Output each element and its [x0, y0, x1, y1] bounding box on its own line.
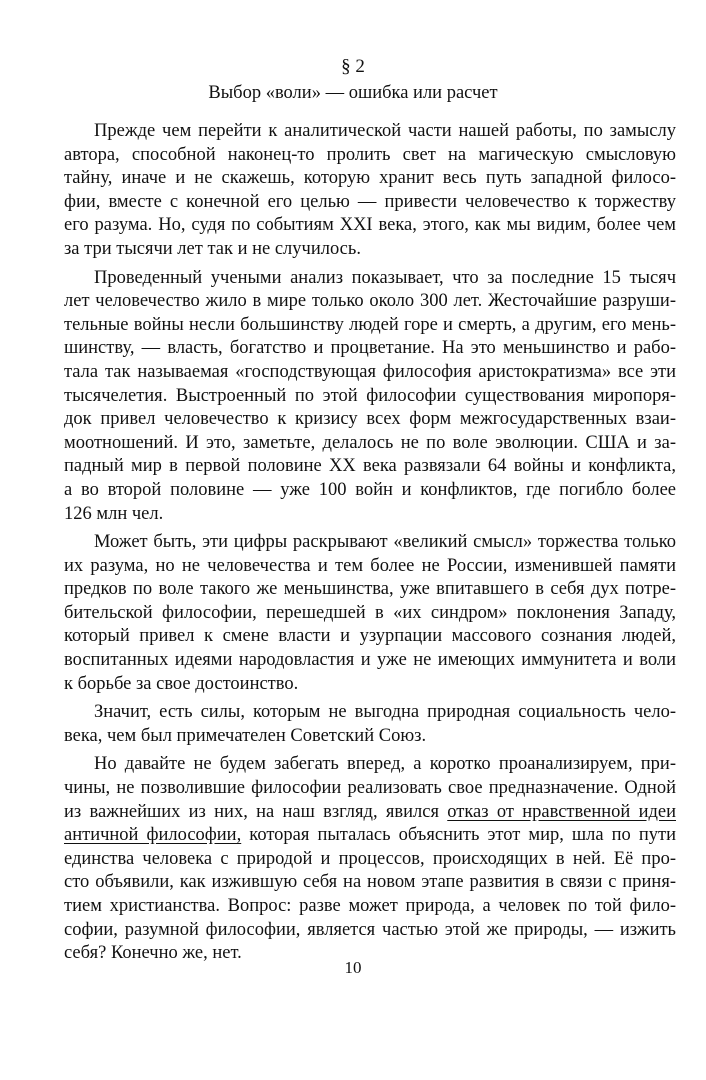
text-line: тысячелетия. Выстроенный по этой философии существования миропоря-: [64, 385, 676, 406]
text-line: за три тысячи лет так и не случилось.: [64, 238, 361, 259]
text-line: предков по воле такого же меньшинства, уже впитавшего в себя дух потре-: [64, 579, 676, 600]
section-number: § 2: [341, 56, 365, 77]
text-line: лет человечество жило в мире только около 300 лет. Жесточайшие разруши-: [64, 291, 676, 312]
text-line: тала так называемая «господствующая философия аристократизма» все эти: [64, 361, 676, 382]
paragraph: [64, 701, 676, 748]
paragraph: [64, 267, 676, 527]
text-segment: которая пыталась объяснить этот мир, шла по пути: [241, 825, 676, 846]
paragraph: [64, 753, 676, 965]
text-line: Значит, есть силы, которым не выгодна природная социальность чело-: [94, 702, 676, 723]
underlined-phrase: отказ от нравственной идеи: [447, 801, 676, 822]
page-number: 10: [344, 958, 362, 977]
text-line: моотношений. И это, заметьте, делалось не по воле эволюции. США и за-: [64, 432, 676, 453]
text-line: шинству, — власть, богатство и процветание. На это меньшинство и рабо-: [64, 338, 676, 359]
text-line: единства человека с природой и процессов, происходящих в ней. Её про-: [64, 848, 676, 869]
text-line: который привел к смене власти и узурпации массового сознания людей,: [64, 626, 676, 647]
text-line: а во второй половине — уже 100 войн и конфликтов, где погибло более: [64, 479, 676, 500]
text-line: чины, не позволившие философии реализовать свое предназначение. Одной: [64, 778, 676, 799]
paragraph: [64, 120, 676, 262]
text-line: [64, 824, 676, 848]
underlined-phrase: античной философии,: [64, 825, 242, 846]
text-line: их разума, но не человечества и тем более не России, изменившей памяти: [64, 555, 676, 576]
text-line: его разума. Но, судя по событиям XXI века, этого, как мы видим, более чем: [64, 215, 676, 236]
text-line: софии, разумной философии, является частью этой же природы, — изжить: [64, 919, 676, 940]
text-line: воспитанных идеями народовластия и уже не имеющих иммунитета и воли: [64, 650, 676, 671]
text-line: Проведенный учеными анализ показывает, что за последние 15 тысяч: [94, 267, 676, 288]
paragraph: [64, 531, 676, 696]
text-line: бительской философии, перешедшей в «их синдром» поклонения Западу,: [64, 602, 676, 623]
text-line: автора, способной наконец-то пролить свет на магическую смысловую: [64, 144, 676, 165]
text-line: века, чем был примечателен Советский Союз.: [64, 725, 427, 746]
text-line: [64, 801, 676, 825]
text-line: сто объявили, как изжившую себя на новом этапе развития в связи с приня-: [64, 872, 676, 893]
text-line: тайну, иначе и не скажешь, которую хранит весь путь западной филосо-: [64, 168, 676, 189]
text-line: Может быть, эти цифры раскрывают «великий смысл» торжества только: [94, 532, 676, 553]
text-line: 126 млн чел.: [64, 503, 164, 524]
text-line: к борьбе за свое достоинство.: [64, 673, 299, 694]
text-line: себя? Конечно же, нет.: [64, 943, 242, 964]
text-line: тием христианства. Вопрос: разве может природа, а человек по той фило-: [64, 896, 676, 916]
text-line: тельные войны несли большинству людей горе и смерть, а другим, его мень-: [64, 314, 676, 335]
body-text: [64, 120, 676, 971]
section-title: Выбор «воли» — ошибка или расчет: [208, 83, 498, 103]
text-segment: из важнейших из них, на наш взгляд, явился: [64, 801, 448, 822]
text-line: Но давайте не будем забегать вперед, а коротко проанализируем, при-: [94, 754, 676, 775]
text-line: док привел человечество к кризису всех форм межгосударственных взаи-: [64, 409, 676, 430]
text-line: фии, вместе с конечной его целью — привести человечество к торжеству: [64, 191, 676, 212]
text-line: Прежде чем перейти к аналитической части нашей работы, по замыслу: [94, 121, 676, 141]
text-line: падный мир в первой половине XX века развязали 64 войны и конфликта,: [64, 456, 676, 477]
